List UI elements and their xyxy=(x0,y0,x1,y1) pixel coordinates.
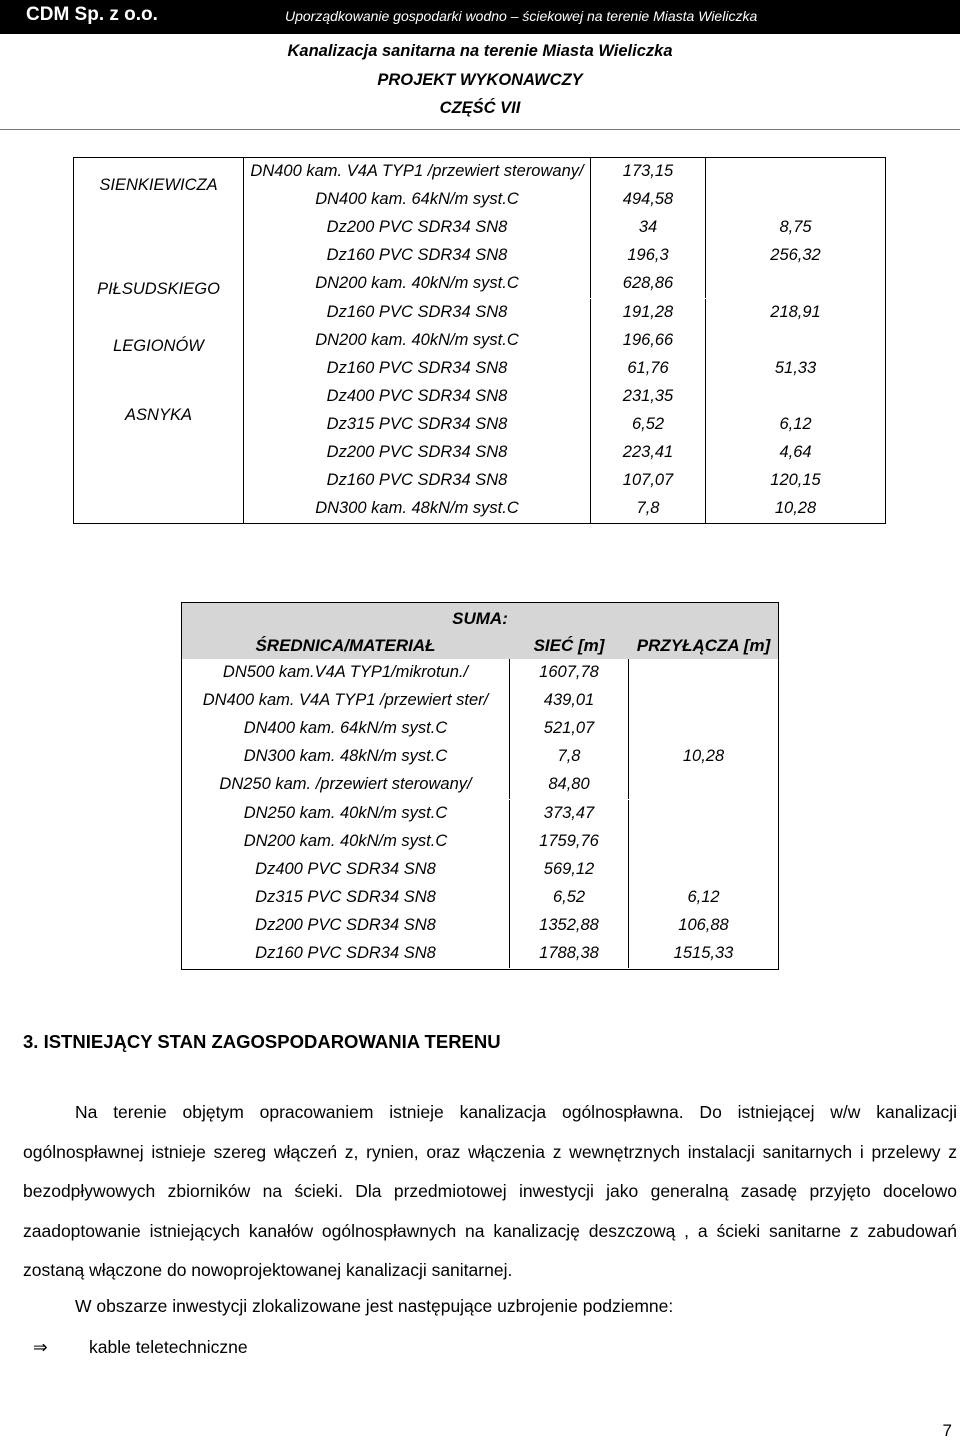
table-row xyxy=(182,743,778,771)
siec-cell: 494,58 xyxy=(622,190,674,209)
przylacza-cell: 10,28 xyxy=(682,747,725,766)
street-name: LEGIONÓW xyxy=(113,337,204,355)
material-cell: DN300 kam. 48kN/m syst.C xyxy=(315,499,519,518)
material-cell: DN400 kam. 64kN/m syst.C xyxy=(243,719,448,738)
siec-cell: 6,52 xyxy=(552,887,586,906)
street-name: SIENKIEWICZA xyxy=(99,176,218,194)
przylacza-cell: 6,12 xyxy=(779,414,812,433)
material-cell: DN500 kam.V4A TYP1/mikrotun./ xyxy=(222,663,469,681)
section-paragraph: Na terenie objętym opracowaniem istnieje kanalizacja ogólnospławna. Do istniejącej w/w kanalizacji ogólnospławnej istnieje szereg włączeń z, rynien, oraz włączenia z wewnętrznych instalacji sanitarnych i przelewy z bezodpływowych zbiorników na ścieki. Dla przedmiotowej inwestycji jako generalną zasadę przyjęto docelowo zaadoptowanie istniejących kanałów ogólnospławnych na kanalizację deszczową , a ścieki sanitarne z zabudowań zostaną włączone do nowoprojektowanej kanalizacji sanitarnej. xyxy=(23,1102,957,1281)
table-row xyxy=(244,327,885,355)
material-cell: Dz400 PVC SDR34 SN8 xyxy=(326,386,508,405)
siec-cell: 628,86 xyxy=(622,274,674,293)
column-header-siec: SIEĆ [m] xyxy=(533,636,605,655)
siec-cell: 191,28 xyxy=(622,302,674,321)
material-cell: DN300 kam. 48kN/m syst.C xyxy=(243,747,448,766)
siec-cell: 7,8 xyxy=(557,747,581,766)
material-cell: Dz160 PVC SDR34 SN8 xyxy=(255,944,436,962)
siec-cell: 107,07 xyxy=(622,471,674,490)
street-lengths-table xyxy=(73,157,886,524)
siec-cell: 61,76 xyxy=(627,358,669,377)
page-number: 7 xyxy=(942,1421,952,1440)
header-bar xyxy=(0,0,960,34)
material-cell: Dz160 PVC SDR34 SN8 xyxy=(326,358,508,377)
siec-cell: 173,15 xyxy=(622,162,674,180)
przylacza-cell: 218,91 xyxy=(770,302,821,321)
material-cell: Dz160 PVC SDR34 SN8 xyxy=(326,471,508,490)
table-row xyxy=(244,495,885,523)
siec-cell: 1607,78 xyxy=(539,663,599,681)
header-part: CZĘŚĆ VII xyxy=(439,99,521,117)
material-cell: Dz315 PVC SDR34 SN8 xyxy=(326,414,508,433)
arrow-right-icon: ⇒ xyxy=(33,1337,48,1357)
table-row xyxy=(182,828,778,856)
material-cell: DN250 kam. 40kN/m syst.C xyxy=(243,803,448,822)
material-cell: Dz160 PVC SDR34 SN8 xyxy=(326,246,508,265)
material-cell: Dz200 PVC SDR34 SN8 xyxy=(326,218,508,237)
siec-cell: 7,8 xyxy=(636,499,660,518)
table-row xyxy=(244,214,885,242)
material-cell: DN400 kam. V4A TYP1 /przewiert sterowany/ xyxy=(250,162,584,180)
section-paragraph: W obszarze inwestycji zlokalizowane jest następujące uzbrojenie podziemne: xyxy=(75,1296,674,1316)
siec-cell: 373,47 xyxy=(543,803,595,822)
material-cell: DN250 kam. /przewiert sterowany/ xyxy=(219,775,472,794)
przylacza-cell: 4,64 xyxy=(779,443,812,461)
table-row xyxy=(244,242,885,270)
header-project-type: PROJEKT WYKONAWCZY xyxy=(377,71,583,89)
table-row xyxy=(244,158,885,186)
table-row xyxy=(182,771,778,799)
table-row xyxy=(244,270,885,298)
przylacza-cell: 1515,33 xyxy=(673,944,734,962)
siec-cell: 1788,38 xyxy=(539,944,599,962)
material-cell: Dz200 PVC SDR34 SN8 xyxy=(326,443,508,461)
material-cell: DN200 kam. 40kN/m syst.C xyxy=(243,831,448,850)
table-row xyxy=(244,383,885,411)
table-row xyxy=(244,467,885,495)
header-divider xyxy=(0,129,960,130)
summary-table-header xyxy=(182,603,778,659)
header-title: Kanalizacja sanitarna na terenie Miasta Wieliczka xyxy=(287,42,673,60)
przylacza-cell: 6,12 xyxy=(687,887,720,906)
column-header-material: ŚREDNICA/MATERIAŁ xyxy=(255,636,436,655)
material-cell: Dz400 PVC SDR34 SN8 xyxy=(255,859,436,878)
przylacza-cell: 256,32 xyxy=(770,246,821,265)
material-cell: DN400 kam. 64kN/m syst.C xyxy=(315,190,519,209)
przylacza-cell: 120,15 xyxy=(770,471,821,490)
siec-cell: 196,3 xyxy=(627,246,669,265)
table-row xyxy=(244,355,885,383)
siec-cell: 521,07 xyxy=(543,719,595,738)
table-row xyxy=(244,186,885,214)
material-cell: DN200 kam. 40kN/m syst.C xyxy=(315,274,519,293)
siec-cell: 6,52 xyxy=(631,414,665,433)
table-row xyxy=(244,439,885,467)
siec-cell: 1352,88 xyxy=(539,915,599,934)
siec-cell: 439,01 xyxy=(543,691,595,710)
przylacza-cell: 8,75 xyxy=(779,218,812,237)
bullet-text: kable teletechniczne xyxy=(89,1337,248,1357)
siec-cell: 223,41 xyxy=(622,443,674,461)
table-row xyxy=(182,884,778,912)
table-row xyxy=(244,299,885,327)
przylacza-cell: 51,33 xyxy=(774,358,817,377)
przylacza-cell: 10,28 xyxy=(774,499,817,518)
table-row xyxy=(244,411,885,439)
summary-title: SUMA: xyxy=(452,609,508,628)
street-name: PIŁSUDSKIEGO xyxy=(97,280,220,298)
material-cell: Dz200 PVC SDR34 SN8 xyxy=(255,915,436,934)
material-cell: Dz160 PVC SDR34 SN8 xyxy=(326,302,508,321)
summary-table xyxy=(181,602,779,970)
przylacza-cell: 106,88 xyxy=(678,915,729,934)
siec-cell: 1759,76 xyxy=(539,831,599,850)
table-row xyxy=(182,856,778,884)
table-row xyxy=(182,687,778,715)
siec-cell: 34 xyxy=(638,218,658,237)
siec-cell: 196,66 xyxy=(622,330,674,349)
table-row xyxy=(182,659,778,687)
material-cell: DN400 kam. V4A TYP1 /przewiert ster/ xyxy=(202,691,489,710)
table-row xyxy=(182,800,778,828)
bullet-item xyxy=(33,1337,248,1358)
siec-cell: 84,80 xyxy=(548,775,590,794)
company-name: CDM Sp. z o.o. xyxy=(26,4,158,25)
section-title: 3. ISTNIEJĄCY STAN ZAGOSPODAROWANIA TERENU xyxy=(23,1031,501,1052)
table-row xyxy=(182,912,778,940)
siec-cell: 231,35 xyxy=(622,386,674,405)
table-row xyxy=(182,940,778,968)
street-name: ASNYKA xyxy=(125,406,192,424)
siec-cell: 569,12 xyxy=(543,859,595,878)
table-row xyxy=(182,715,778,743)
material-cell: DN200 kam. 40kN/m syst.C xyxy=(315,330,519,349)
column-header-przylacza: PRZYŁĄCZA [m] xyxy=(636,636,771,655)
material-cell: Dz315 PVC SDR34 SN8 xyxy=(255,887,436,906)
project-subject: Uporządkowanie gospodarki wodno – ściekowej na terenie Miasta Wieliczka xyxy=(285,8,758,24)
